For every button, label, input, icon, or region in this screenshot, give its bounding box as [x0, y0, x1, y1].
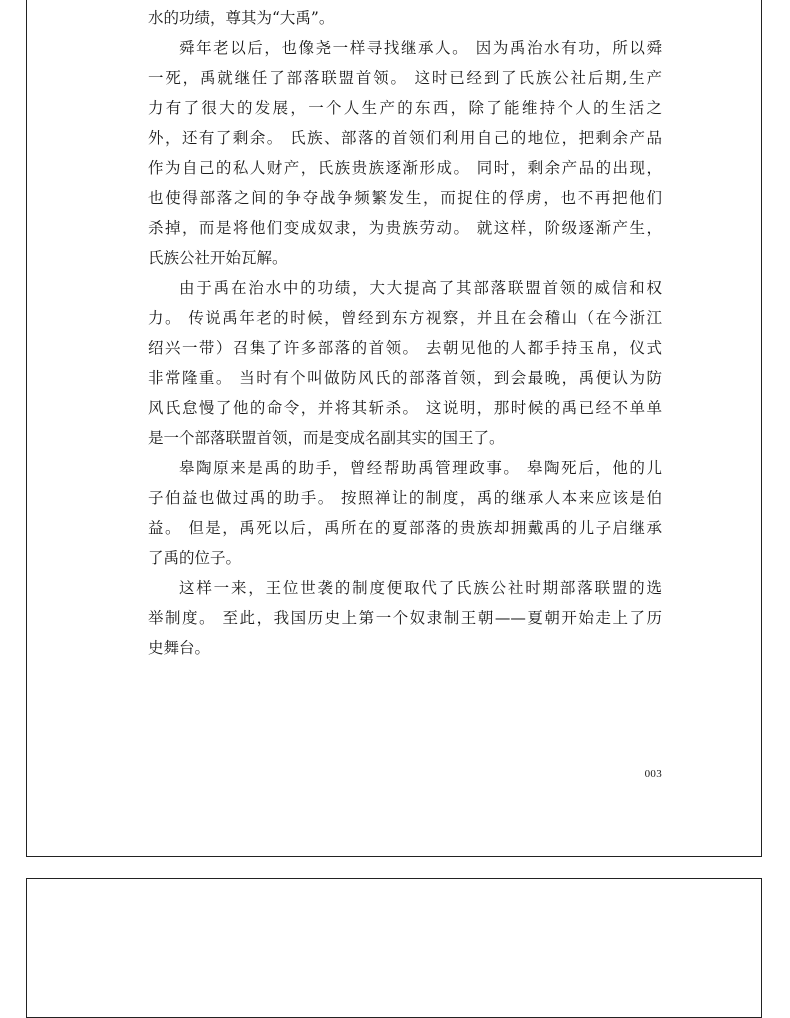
- text-line: 益。 但是，禹死以后，禹所在的夏部落的贵族却拥戴禹的儿子启继承: [148, 519, 662, 537]
- text-line: 这样一来，王位世袭的制度便取代了氏族公社时期部落联盟的选: [179, 579, 662, 597]
- text-line: 绍兴一带）召集了许多部落的首领。 去朝见他的人都手持玉帛，仪式: [148, 339, 662, 357]
- text-line: 子伯益也做过禹的助手。 按照禅让的制度，禹的继承人本来应该是伯: [148, 489, 662, 507]
- text-line: 史舞台。: [148, 639, 211, 657]
- page-number: 003: [644, 768, 662, 780]
- next-page-frame: [26, 878, 762, 1018]
- text-line: 舜年老以后，也像尧一样寻找继承人。 因为禹治水有功，所以舜: [179, 39, 662, 57]
- text-line: 一死，禹就继任了部落联盟首领。 这时已经到了氏族公社后期,生产: [148, 69, 662, 87]
- text-line: 举制度。 至此，我国历史上第一个奴隶制王朝——夏朝开始走上了历: [148, 609, 662, 627]
- text-line: 由于禹在治水中的功绩，大大提高了其部落联盟首领的威信和权: [179, 279, 662, 297]
- text-line: 皋陶原来是禹的助手，曾经帮助禹管理政事。 皋陶死后，他的儿: [179, 459, 662, 477]
- text-line: 了禹的位子。: [148, 549, 242, 567]
- body-text: [148, 3, 662, 663]
- text-line: 非常隆重。 当时有个叫做防风氏的部落首领，到会最晚，禹便认为防: [148, 369, 662, 387]
- text-line: 作为自己的私人财产，氏族贵族逐渐形成。 同时，剩余产品的出现，: [148, 159, 662, 177]
- text-line: 力。 传说禹年老的时候，曾经到东方视察，并且在会稽山（在今浙江: [148, 309, 662, 327]
- text-line: 杀掉，而是将他们变成奴隶，为贵族劳动。 就这样，阶级逐渐产生，: [148, 219, 662, 237]
- text-line: 风氏怠慢了他的命令，并将其斩杀。 这说明，那时候的禹已经不单单: [148, 399, 662, 417]
- text-line: 是一个部落联盟首领，而是变成名副其实的国王了。: [148, 429, 505, 447]
- text-line: 外，还有了剩余。 氏族、部落的首领们利用自己的地位，把剩余产品: [148, 129, 662, 147]
- text-line: 也使得部落之间的争夺战争频繁发生，而捉住的俘虏，也不再把他们: [148, 189, 662, 207]
- text-line: 氏族公社开始瓦解。: [148, 249, 288, 267]
- text-line: 水的功绩，尊其为“大禹”。: [148, 9, 335, 27]
- text-line: 力有了很大的发展，一个人生产的东西，除了能维持个人的生活之: [148, 99, 662, 117]
